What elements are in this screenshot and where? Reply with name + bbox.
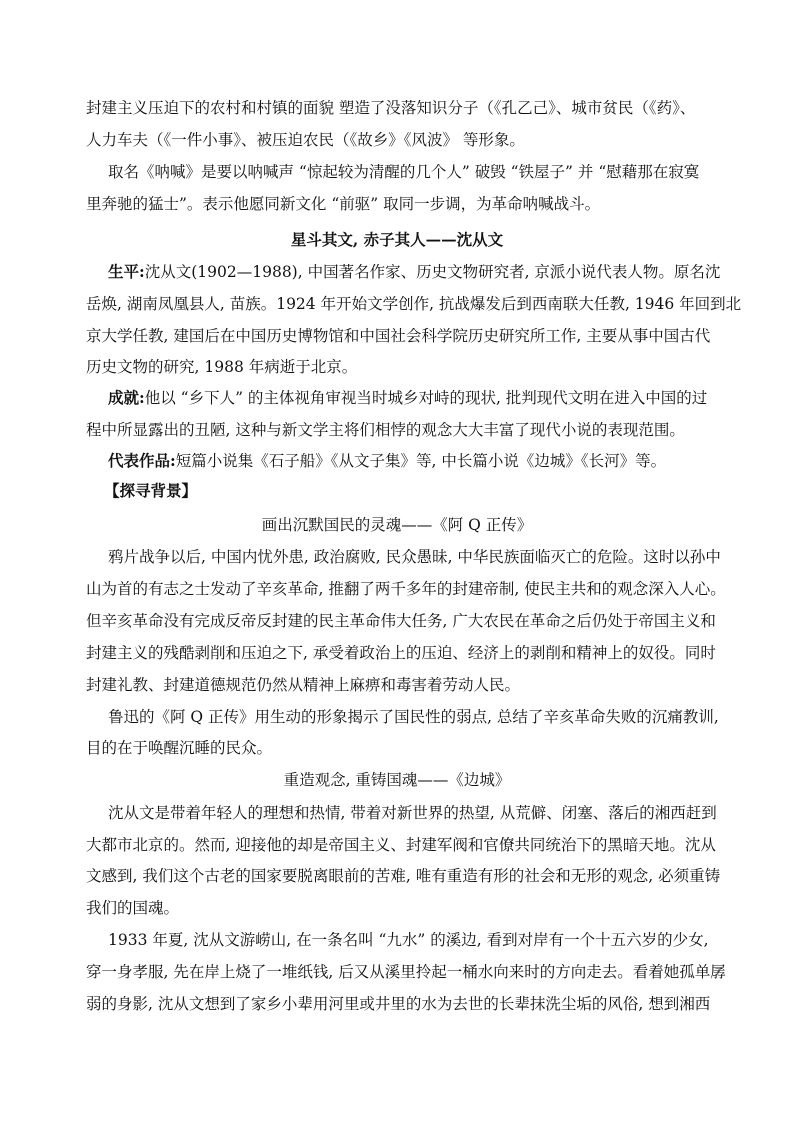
section-heading-shen-congwen: 星斗其文, 赤子其人——沈从文 — [290, 230, 504, 249]
life-label: 生平: — [108, 262, 145, 281]
para1-line-1: 鸦片战争以后, 中国内忧外患, 政治腐败, 民众愚昧, 中华民族面临灭亡的危险。这时以孙中 — [108, 548, 721, 566]
para1-line-3: 但辛亥革命没有完成反帝反封建的民主革命伟大任务, 广大农民在革命之后仍处于帝国主义和 — [86, 612, 716, 630]
para3-line-4: 我们的国魂。 — [86, 899, 180, 917]
achievement-label: 成就: — [108, 388, 145, 407]
works-line — [108, 451, 794, 471]
para1-line-5: 封建礼教、封建道德规范仍然从精神上麻痹和毒害着劳动人民。 — [86, 676, 521, 694]
para4-line-2: 穿一身孝服, 先在岸上烧了一堆纸钱, 后又从溪里拎起一桶水向来时的方向走去。看着她孤单孱 — [86, 963, 726, 981]
life-line-1 — [108, 262, 794, 282]
intro-line-1: 封建主义压迫下的农村和村镇的面貌 塑造了没落知识分子（《孔乙己》、城市贫民（《药》、 — [86, 99, 696, 117]
subheading-ah-q: 画出沉默国民的灵魂——《阿 Q 正传》 — [261, 516, 533, 534]
para4-line-1: 1933 年夏, 沈从文游崂山, 在一条名叫 “九水” 的溪边, 看到对岸有一个十五六岁的少女, — [108, 931, 709, 949]
life-line-2: 岳焕, 湖南凤凰县人, 苗族。1924 年开始文学创作, 抗战爆发后到西南联大任教, 1946 年回到北 — [86, 295, 742, 313]
para2-line-2: 目的在于唤醒沉睡的民众。 — [86, 739, 273, 757]
life-text: 沈从文(1902—1988), 中国著名作家、历史文物研究者, 京派小说代表人物。原名沈 — [144, 263, 721, 281]
intro-line-2: 人力车夫（《一件小事》、被压迫农民（《故乡》《风波》 等形象。 — [86, 131, 525, 149]
para4-line-3: 弱的身影, 沈从文想到了家乡小辈用河里或井里的水为去世的长辈抹洗尘垢的风俗, 想到湘西 — [86, 995, 711, 1013]
background-heading: 【探寻背景】 — [104, 481, 198, 500]
intro-line-3: 取名《呐喊》是要以呐喊声 “惊起较为清醒的几个人” 破毁 “铁屋子” 并 “慰藉那在寂寞 — [108, 163, 700, 181]
para1-line-4: 封建主义的残酷剥削和压迫之下, 承受着政治上的压迫、经济上的剥削和精神上的奴役。同时 — [86, 644, 716, 662]
para3-line-1: 沈从文是带着年轻人的理想和热情, 带着对新世界的热望, 从荒僻、闭塞、落后的湘西赶到 — [108, 804, 717, 822]
para1-line-2: 山为首的有志之士发动了辛亥革命, 推翻了两千多年的封建帝制, 使民主共和的观念深入人心。 — [86, 580, 726, 598]
para3-line-3: 文感到, 我们这个古老的国家要脱离眼前的苦难, 唯有重造有形的社会和无形的观念, 必须重铸 — [86, 867, 721, 885]
works-text: 短篇小说集《石子船》《从文子集》等, 中长篇小说《边城》《长河》等。 — [175, 452, 667, 470]
life-line-3: 京大学任教, 建国后在中国历史博物馆和中国社会科学院历史研究所工作, 主要从事中国古代 — [86, 327, 711, 345]
para2-line-1: 鲁迅的《阿 Q 正传》用生动的形象揭示了国民性的弱点, 总结了辛亥革命失败的沉痛教训, — [108, 708, 719, 726]
life-line-4: 历史文物的研究, 1988 年病逝于北京。 — [86, 358, 358, 376]
achievement-line-2: 程中所显露出的丑陋, 这种与新文学主将们相悖的观念大大丰富了现代小说的表现范围。 — [86, 421, 685, 439]
intro-line-4: 里奔驰的猛士”。表示他愿同新文化 “前驱” 取同一步调，为革命呐喊战斗。 — [86, 195, 601, 213]
subheading-border-town: 重造观念, 重铸国魂——《边城》 — [283, 771, 511, 789]
achievement-line-1 — [108, 388, 794, 408]
para3-line-2: 大都市北京的。然而, 迎接他的却是帝国主义、封建军阀和官僚共同统治下的黑暗天地。沈从 — [86, 836, 716, 854]
achievement-text: 他以 “乡下人” 的主体视角审视当时城乡对峙的现状, 批判现代文明在进入中国的过 — [144, 389, 708, 407]
works-label: 代表作品: — [108, 451, 176, 470]
